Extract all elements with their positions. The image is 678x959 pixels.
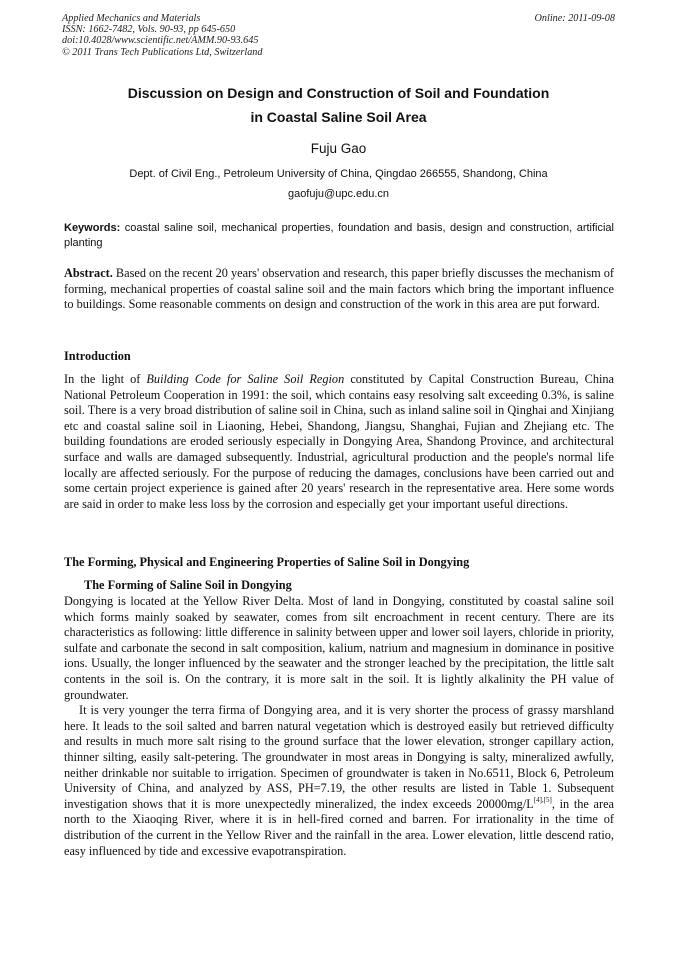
- online-date: Online: 2011-09-08: [534, 13, 615, 24]
- code-title: Building Code for Saline Soil Region: [146, 372, 345, 386]
- author-name: Fuju Gao: [310, 141, 367, 156]
- paper-title: [62, 81, 615, 129]
- section-paragraph-1: Dongying is located at the Yellow River Delta. Most of land in Dongying, constituted by coastal saline soil which forms mainly soaked by seawater, comes from silt encroachment in recent century. There are its characteristics as following: little difference in salinity between upper and lower soil layers, chloride in priority, sulfate and carbonate the second in salt composition, kalium, natrium and magnesium in dominance in positive ions. Usually, the longer influenced by the seawater and the stronger leached by the precipitation, the little salt contents in the soil is. On the contrary, it is more salt in the soil. It is lightly alkalinity the PH value of groundwater.: [64, 594, 614, 702]
- citation-ref: [4],[5]: [533, 795, 552, 804]
- section-body: [64, 594, 614, 859]
- title-line-1: Discussion on Design and Construction of Soil and Foundation: [127, 85, 550, 101]
- author-affiliation: Dept. of Civil Eng., Petroleum University of China, Qingdao 266555, Shandong, China: [129, 168, 548, 180]
- journal-header: [62, 13, 615, 58]
- journal-name: Applied Mechanics and Materials: [62, 13, 201, 24]
- subsection-heading: The Forming of Saline Soil in Dongying: [84, 578, 292, 592]
- doi-line: doi:10.4028/www.scientific.net/AMM.90-93.645: [62, 35, 259, 47]
- keywords-text: coastal saline soil, mechanical properties, foundation and basis, design and construction, artificial planting: [64, 222, 614, 249]
- issn-line: ISSN: 1662-7482, Vols. 90-93, pp 645-650: [62, 24, 236, 36]
- keywords: [64, 221, 614, 250]
- abstract: [64, 266, 614, 313]
- introduction-paragraph: In the light of Building Code for Saline Soil Region constituted by Capital Construction Bureau, China National Petroleum Cooperation in 1991: the soil, which contains easy resolving salt exceeding 0.3%, is saline soil. There is a very broad distribution of saline soil in China, such as inland saline soil in Qinghai and Xinjiang etc and coastal saline soil in Liaoning, Hebei, Shandong, Jiangsu, Shanghai, Fujian and Zhejiang etc. The building foundations are eroded seriously especially in Dongying Area, Shandong Province, and architectural surface and walls are damaged subsequently. Industrial, agricultural production and the people's normal life locally are affected seriously. For the purpose of reducing the damages, conclusions have been carried out and some certain project experience is gained after 20 years' research in the representative area. Here some words are said in order to make less loss by the corrosion and especially get your important useful directions.: [64, 372, 615, 511]
- author-email: gaofuju@upc.edu.cn: [287, 188, 390, 200]
- section-paragraph-2: It is very younger the terra firma of Dongying area, and it is very shorter the process of grassy marshland here. It leads to the soil salted and barren natural vegetation which is destroyed easily but retrieved difficulty and results in much more salt rising to the ground surface that the lower elevation, stronger capillary action, thinner silting, easily salt-petering. The groundwater in most areas in Dongying is salty, mineralized awfully, neither drinkable nor suitable to irrigation. Specimen of groundwater is taken in No.6511, Block 6, Petroleum University of China, and analyzed by ASS, PH=7.19, the other results are listed in Table 1. Subsequent investigation shows that it is more unexpectedly mineralized, the index exceeds 20000mg/L[4],[5], in the area north to the Xiaoqing River, where it is in hell-fired corned and barren. For irrationality in the time of distribution of the current in the Yellow River and the rainfall in the area. Lower elevation, little descend ratio, easy influenced by tide and excessive evapotranspiration.: [64, 703, 615, 858]
- abstract-label: Abstract.: [64, 266, 113, 280]
- copyright-line: © 2011 Trans Tech Publications Ltd, Switzerland: [62, 46, 263, 58]
- title-line-2: in Coastal Saline Soil Area: [250, 109, 427, 125]
- section-heading: The Forming, Physical and Engineering Properties of Saline Soil in Dongying: [64, 555, 470, 569]
- abstract-text: Based on the recent 20 years' observation and research, this paper briefly discusses the mechanism of forming, mechanical properties of coastal saline soil and the main factors which bring the important influence to buildings. Some reasonable comments on design and construction of the work in this area are put forward.: [64, 266, 614, 312]
- introduction-heading: Introduction: [64, 349, 131, 363]
- keywords-label: Keywords:: [64, 222, 121, 234]
